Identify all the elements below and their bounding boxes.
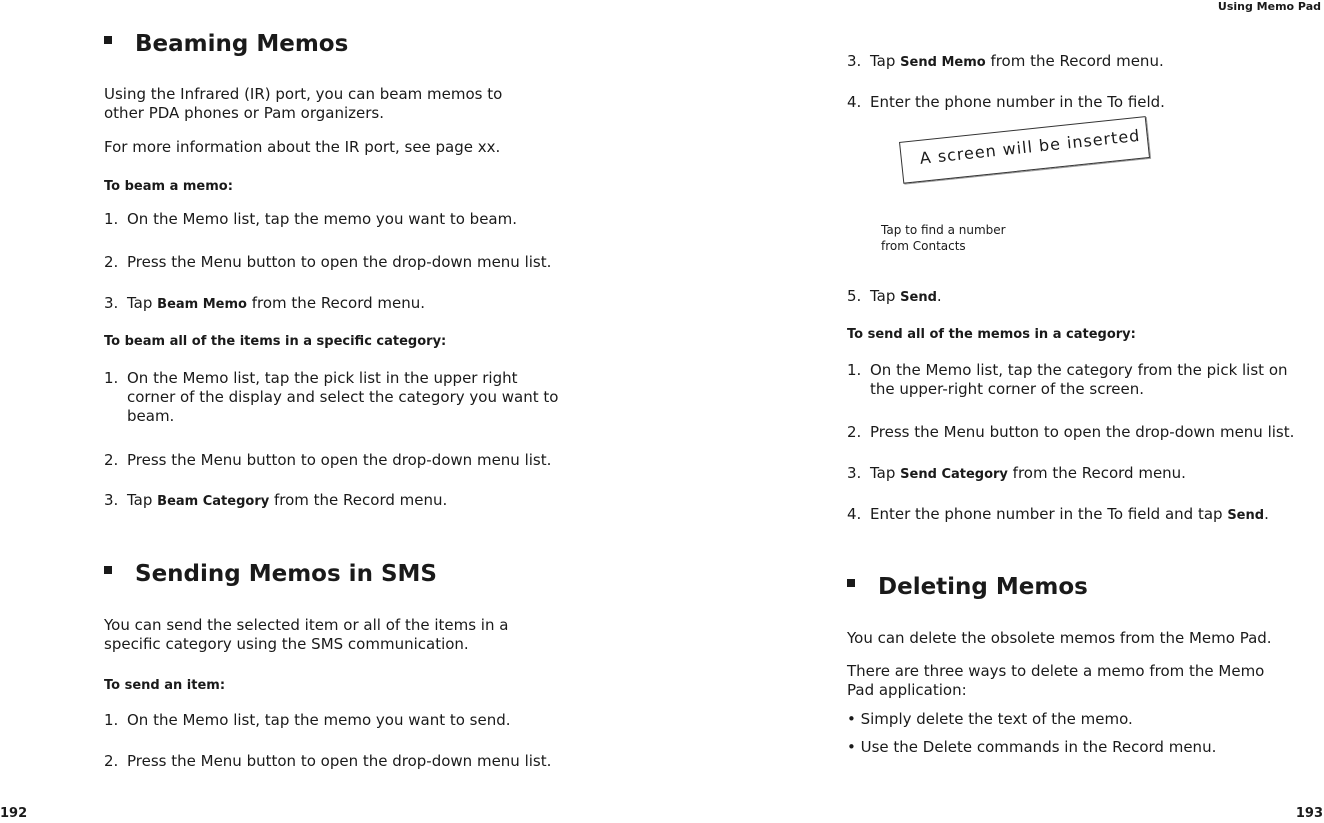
list-item: 3. Tap Beam Category from the Record menu.	[104, 491, 448, 509]
figure-caption: Tap to find a number from Contacts	[881, 223, 1006, 253]
list-item: 1. On the Memo list, tap the memo you want to beam.	[104, 210, 517, 228]
subheading-beam-memo: To beam a memo:	[104, 179, 233, 194]
section-title-sms: Sending Memos in SMS	[104, 560, 437, 588]
list-item: 3. Tap Beam Memo from the Record menu.	[104, 294, 426, 312]
list-item: 1. On the Memo list, tap the pick list in the upper right corner of the display and select the category you want to beam.	[104, 369, 559, 425]
deleting-ways: There are three ways to delete a memo from the Memo Pad application:	[847, 662, 1265, 699]
list-item: 3. Tap Send Memo from the Record menu.	[847, 52, 1164, 70]
screen-placeholder: A screen will be inserted	[899, 116, 1150, 184]
subheading-send-category: To send all of the memos in a category:	[847, 327, 1136, 342]
square-bullet-icon	[104, 36, 112, 44]
subheading-beam-category: To beam all of the items in a specific category:	[104, 334, 447, 349]
list-item: 3. Tap Send Category from the Record menu.	[847, 464, 1186, 482]
beaming-intro: Using the Infrared (IR) port, you can beam memos to other PDA phones or Pam organizers.	[104, 85, 503, 122]
list-item: 1. On the Memo list, tap the category from the pick list on the upper-right corner of the screen.	[847, 361, 1288, 398]
running-header: Using Memo Pad	[1217, 0, 1321, 13]
sms-intro: You can send the selected item or all of the items in a specific category using the SMS communication.	[104, 616, 509, 653]
square-bullet-icon	[847, 579, 855, 587]
list-item: 2. Press the Menu button to open the drop-down menu list.	[104, 253, 552, 271]
page-number-left: 192	[0, 806, 28, 821]
subheading-send-item: To send an item:	[104, 678, 226, 693]
bullet-item: • Simply delete the text of the memo.	[847, 710, 1133, 728]
list-item: 2. Press the Menu button to open the drop-down menu list.	[847, 423, 1295, 441]
list-item: 2. Press the Menu button to open the drop-down menu list.	[104, 451, 552, 469]
beaming-ir-ref: For more information about the IR port, see page xx.	[104, 138, 501, 156]
list-item: 5. Tap Send.	[847, 287, 942, 305]
bullet-item: • Use the Delete commands in the Record menu.	[847, 738, 1217, 756]
list-item: 4. Enter the phone number in the To field and tap Send.	[847, 505, 1269, 523]
list-item: 2. Press the Menu button to open the drop-down menu list.	[104, 752, 552, 770]
page-number-right: 193	[1295, 806, 1323, 821]
deleting-intro: You can delete the obsolete memos from the Memo Pad.	[847, 629, 1272, 647]
section-title-deleting: Deleting Memos	[847, 573, 1088, 601]
section-title-beaming: Beaming Memos	[104, 30, 348, 58]
list-item: 1. On the Memo list, tap the memo you want to send.	[104, 711, 511, 729]
list-item: 4. Enter the phone number in the To field.	[847, 93, 1165, 111]
square-bullet-icon	[104, 566, 112, 574]
